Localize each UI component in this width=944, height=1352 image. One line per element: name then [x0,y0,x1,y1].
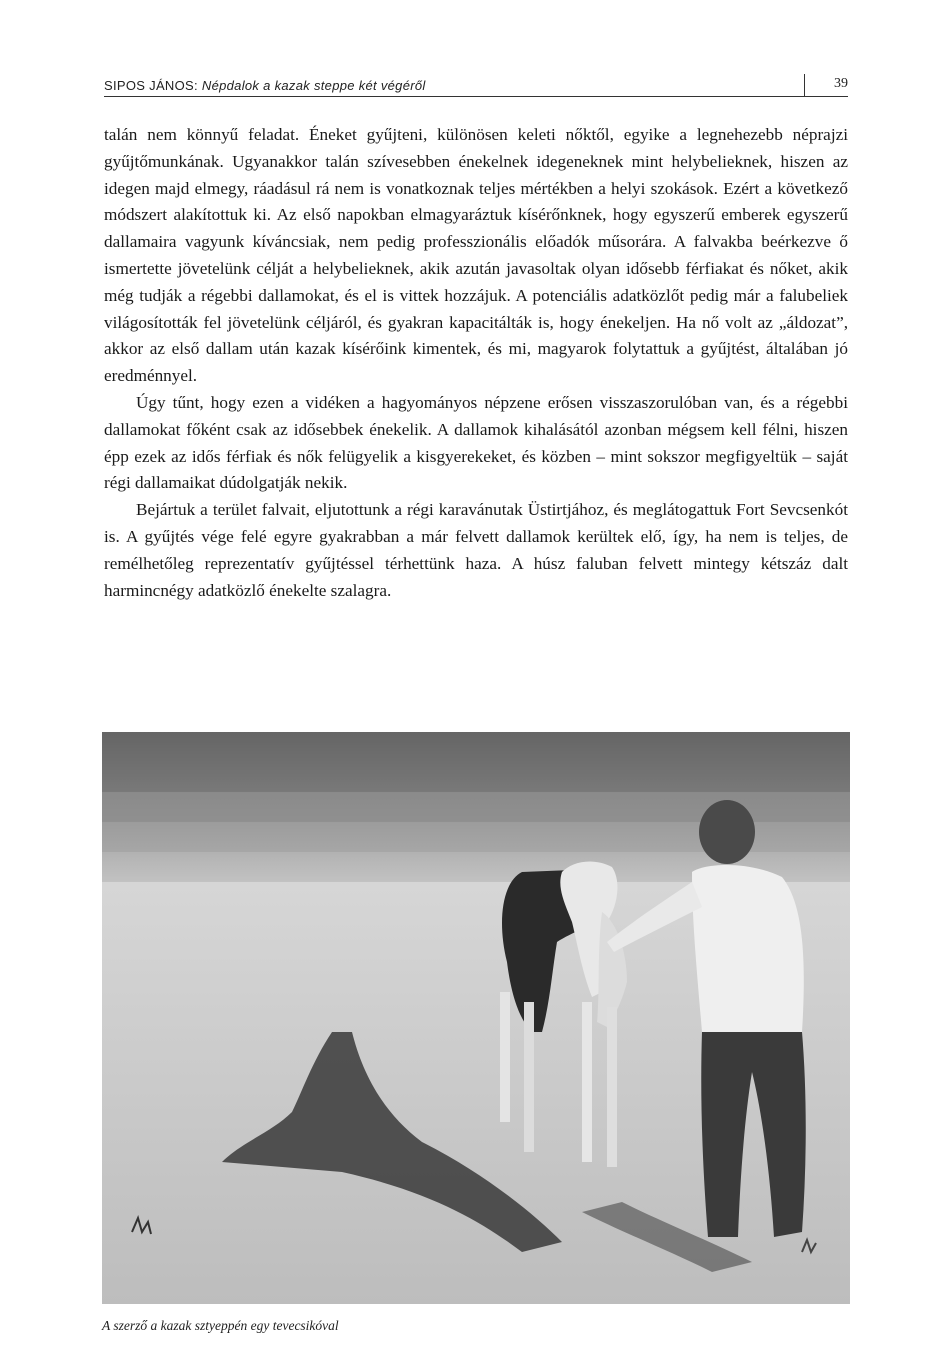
header-divider [804,74,805,96]
body-text [104,122,848,604]
running-header [104,74,848,97]
camel-leg [524,1002,534,1152]
header-author: SIPOS JÁNOS: [104,78,198,93]
figure-caption: A szerző a kazak sztyeppén egy tevecsikóval [102,1318,339,1333]
camel-leg [607,1007,617,1167]
photo-illustration [102,732,850,1304]
camel-leg [582,1002,592,1162]
paragraph-3: Bejártuk a terület falvait, eljutottunk a régi karavánutak Üstirtjához, és meglátogattuk Fort Sevcsenkót is. A gyűjtés vége felé egyre gyakrabban a már felvett dallamok kerültek elő, így, ha nem is teljes, de remélhetőleg reprezentatív gyűjtéssel térhettünk haza. A húsz faluban felvett mintegy kétszáz dalt harmincnégy adatközlő énekelte szalagra. [104,500,848,600]
man-shirt [692,865,804,1032]
man-head [699,800,755,864]
header-title: Népdalok a kazak steppe két végéről [201,78,426,93]
paragraph-2: Úgy tűnt, hogy ezen a vidéken a hagyományos népzene erősen visszaszorulóban van, és a régebbi dallamokat főként csak az idősebbek énekelik. A dallamok kihalásától azonban mégsem kell félni, hiszen épp ezek az idős férfiak és nők felügyelik a kisgyerekeket, és közben – mint sokszor megfigyeltük – saját régi dallamaikat dúdolgatják nekik. [104,392,848,493]
header-author-title [104,78,426,93]
page-number: 39 [834,76,848,91]
paragraph-1: talán nem könnyű feladat. Éneket gyűjteni, különösen keleti nőktől, egyike a legnehezebb néprajzi gyűjtőmunkának. Ugyanakkor talán szívesebben énekelnek idegeneknek mint helybelieknek, hiszen az idegen majd elmegy, ráadásul rá nem is vonatkoznak teljes mértékben a helyi szokások. Ezért a következő módszert alakítottuk ki. Az első napokban elmagyaráztuk kísérőnknek, hogy egyszerű emberek egyszerű dallamaira vagyunk kíváncsiak, nem pedig professzionális előadók műsorára. A falvakba beérkezve ő ismertette jövetelünk célját a helybelieknek, akik azután javasoltak olyan idősebb férfiakat és nőket, akik még tudják a régebbi dallamokat, és el is vittek hozzájuk. A potenciális adatközlőt pedig már a falubeliek világosították fel jövetelünk céljáról, és gyakran kapacitálták is, hogy énekeljen. Ha nő volt az „áldozat”, akkor az első dallam után kazak kísérőink kimentek, és mi, magyarok folytattuk a gyűjtést, általában jó eredménnyel. [104,125,848,386]
photo-man-with-camel [102,732,850,1304]
camel-leg [500,992,510,1122]
